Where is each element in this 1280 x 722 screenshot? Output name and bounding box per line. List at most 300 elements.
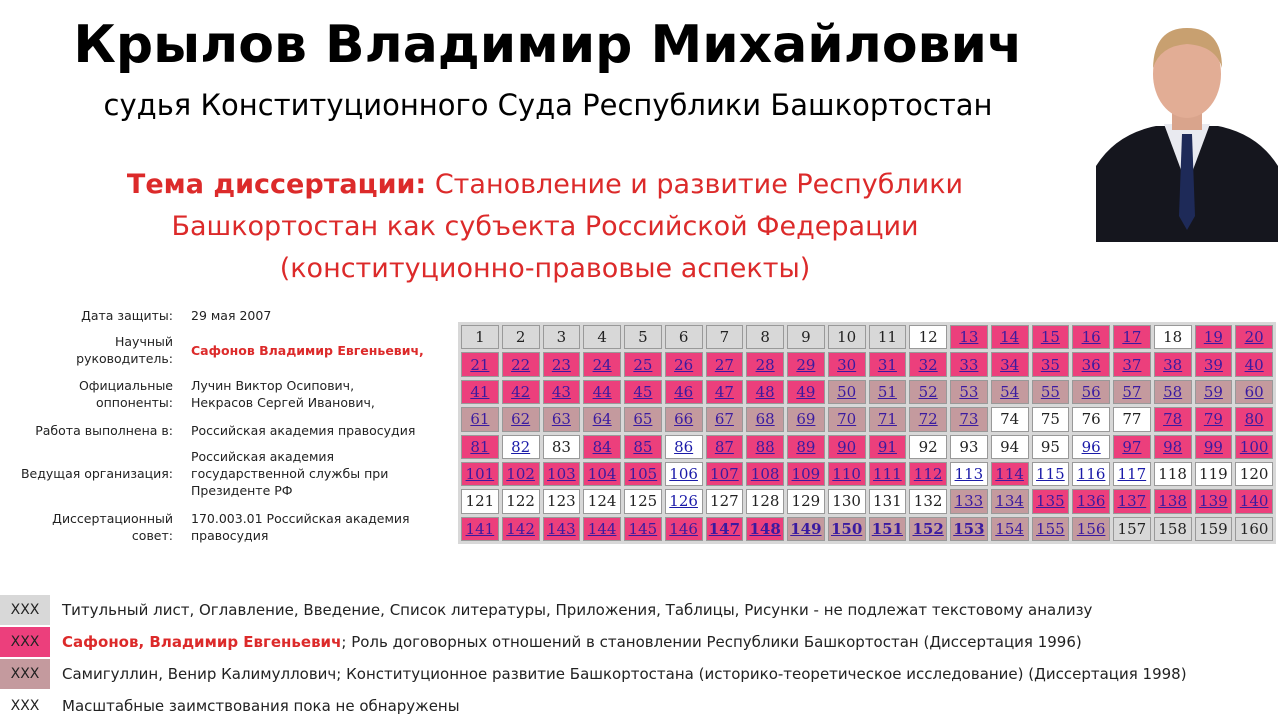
page-number[interactable]: 137 xyxy=(1117,492,1147,511)
page-number[interactable]: 71 xyxy=(877,410,897,429)
page-number[interactable]: 16 xyxy=(1081,328,1101,347)
opponent-2: Некрасов Сергей Иванович, xyxy=(191,395,375,410)
page-cell-112[interactable] xyxy=(909,462,947,486)
page-number[interactable]: 155 xyxy=(1036,519,1065,538)
page-number[interactable]: 144 xyxy=(587,519,617,538)
page-number[interactable]: 21 xyxy=(470,355,490,374)
page-number[interactable]: 102 xyxy=(506,465,535,484)
page-cell-149[interactable] xyxy=(787,517,825,541)
page-cell-33[interactable] xyxy=(950,352,988,376)
page-number[interactable]: 42 xyxy=(511,382,531,401)
page-grid xyxy=(458,322,1276,544)
page-cell-91[interactable] xyxy=(869,435,907,459)
page-cell-59[interactable] xyxy=(1195,380,1233,404)
page-cell-8 xyxy=(746,325,784,349)
page-cell-11 xyxy=(869,325,907,349)
page-cell-5 xyxy=(624,325,662,349)
page-cell-44[interactable] xyxy=(583,380,621,404)
page-cell-62[interactable] xyxy=(502,407,540,431)
page-number[interactable]: 28 xyxy=(755,355,775,374)
page-number[interactable]: 113 xyxy=(954,465,984,484)
page-number[interactable]: 99 xyxy=(1203,437,1223,456)
page-number[interactable]: 104 xyxy=(587,465,617,484)
page-number[interactable]: 81 xyxy=(470,437,490,456)
meta-row-defense xyxy=(8,300,441,330)
page-number[interactable]: 96 xyxy=(1081,437,1101,456)
page-cell-153[interactable] xyxy=(950,517,988,541)
page-number[interactable]: 62 xyxy=(511,410,531,429)
page-cell-32[interactable] xyxy=(909,352,947,376)
page-number[interactable]: 59 xyxy=(1203,382,1223,401)
page-number[interactable]: 31 xyxy=(877,355,897,374)
council-label-line-2: совет: xyxy=(131,528,173,543)
page-number[interactable]: 38 xyxy=(1163,355,1183,374)
page-cell-146[interactable] xyxy=(665,517,703,541)
page-number: 18 xyxy=(1163,328,1183,347)
page-cell-79[interactable] xyxy=(1195,407,1233,431)
page-cell-31[interactable] xyxy=(869,352,907,376)
page-number[interactable]: 149 xyxy=(790,519,822,538)
page-number[interactable]: 98 xyxy=(1163,437,1183,456)
page-cell-138[interactable] xyxy=(1154,489,1192,513)
legend-swatch-rose: XXX xyxy=(0,659,50,689)
page-number[interactable]: 88 xyxy=(755,437,775,456)
page-cell-10 xyxy=(828,325,866,349)
page-cell-20[interactable] xyxy=(1235,325,1273,349)
page-cell-89[interactable] xyxy=(787,435,825,459)
page-number[interactable]: 29 xyxy=(796,355,816,374)
page-cell-13[interactable] xyxy=(950,325,988,349)
page-number[interactable]: 41 xyxy=(470,382,490,401)
person-name: Крылов Владимир Михайлович xyxy=(73,15,1023,75)
page-cell-65[interactable] xyxy=(624,407,662,431)
page-number[interactable]: 61 xyxy=(470,410,490,429)
page-cell-80[interactable] xyxy=(1235,407,1273,431)
page-number[interactable]: 110 xyxy=(832,465,861,484)
page-cell-21[interactable] xyxy=(461,352,499,376)
page-cell-46[interactable] xyxy=(665,380,703,404)
page-cell-48[interactable] xyxy=(746,380,784,404)
page-number[interactable]: 87 xyxy=(714,437,734,456)
page-cell-81[interactable] xyxy=(461,435,499,459)
page-cell-27[interactable] xyxy=(706,352,744,376)
page-number[interactable]: 69 xyxy=(796,410,816,429)
page-cell-104[interactable] xyxy=(583,462,621,486)
page-cell-85[interactable] xyxy=(624,435,662,459)
page-cell-154[interactable] xyxy=(991,517,1029,541)
page-cell-116[interactable] xyxy=(1072,462,1110,486)
page-cell-113[interactable] xyxy=(950,462,988,486)
page-number[interactable]: 112 xyxy=(913,465,943,484)
page-cell-38[interactable] xyxy=(1154,352,1192,376)
page-number[interactable]: 57 xyxy=(1122,382,1142,401)
page-cell-71[interactable] xyxy=(869,407,907,431)
page-cell-14[interactable] xyxy=(991,325,1029,349)
page-number[interactable]: 15 xyxy=(1040,328,1060,347)
page-number: 3 xyxy=(556,328,567,347)
page-cell-92 xyxy=(909,435,947,459)
page-number[interactable]: 148 xyxy=(749,519,781,538)
page-number[interactable]: 19 xyxy=(1203,328,1223,347)
page-cell-117[interactable] xyxy=(1113,462,1151,486)
page-cell-115[interactable] xyxy=(1032,462,1070,486)
page-cell-40[interactable] xyxy=(1235,352,1273,376)
page-number[interactable]: 80 xyxy=(1244,410,1264,429)
page-number[interactable]: 58 xyxy=(1163,382,1183,401)
page-cell-53[interactable] xyxy=(950,380,988,404)
page-cell-137[interactable] xyxy=(1113,489,1151,513)
page-number[interactable]: 60 xyxy=(1244,382,1264,401)
page-number[interactable]: 68 xyxy=(755,410,775,429)
page-number[interactable]: 143 xyxy=(547,519,576,538)
page-cell-87[interactable] xyxy=(706,435,744,459)
page-cell-110[interactable] xyxy=(828,462,866,486)
page-number: 121 xyxy=(465,492,495,511)
page-cell-19[interactable] xyxy=(1195,325,1233,349)
legend-text-clean: Масштабные заимствования пока не обнаружены xyxy=(62,697,460,715)
page-cell-88[interactable] xyxy=(746,435,784,459)
page-number[interactable]: 49 xyxy=(796,382,816,401)
page-cell-56[interactable] xyxy=(1072,380,1110,404)
page-cell-134[interactable] xyxy=(991,489,1029,513)
page-cell-108[interactable] xyxy=(746,462,784,486)
page-number: 128 xyxy=(750,492,780,511)
page-cell-82[interactable] xyxy=(502,435,540,459)
page-cell-102[interactable] xyxy=(502,462,540,486)
page-number[interactable]: 79 xyxy=(1203,410,1223,429)
page-cell-47[interactable] xyxy=(706,380,744,404)
page-number[interactable]: 150 xyxy=(830,519,863,538)
page-number[interactable]: 126 xyxy=(669,492,698,511)
page-cell-114[interactable] xyxy=(991,462,1029,486)
page-number[interactable]: 111 xyxy=(873,465,902,484)
page-number[interactable]: 45 xyxy=(633,382,653,401)
page-number[interactable]: 138 xyxy=(1158,492,1187,511)
page-cell-159 xyxy=(1195,517,1233,541)
page-number[interactable]: 147 xyxy=(708,519,741,538)
page-cell-84[interactable] xyxy=(583,435,621,459)
page-cell-72[interactable] xyxy=(909,407,947,431)
page-number[interactable]: 27 xyxy=(714,355,734,374)
page-number[interactable]: 142 xyxy=(506,519,535,538)
page-cell-101[interactable] xyxy=(461,462,499,486)
page-cell-105[interactable] xyxy=(624,462,662,486)
page-number[interactable]: 116 xyxy=(1076,465,1106,484)
page-cell-45[interactable] xyxy=(624,380,662,404)
portrait-photo xyxy=(1096,16,1278,242)
page-cell-86[interactable] xyxy=(665,435,703,459)
page-cell-135[interactable] xyxy=(1032,489,1070,513)
page-number[interactable]: 39 xyxy=(1203,355,1223,374)
page-cell-144[interactable] xyxy=(583,517,621,541)
page-number[interactable]: 156 xyxy=(1076,519,1106,538)
page-cell-98[interactable] xyxy=(1154,435,1192,459)
page-cell-103[interactable] xyxy=(543,462,581,486)
page-number[interactable]: 67 xyxy=(714,410,734,429)
page-cell-145[interactable] xyxy=(624,517,662,541)
page-number[interactable]: 25 xyxy=(633,355,653,374)
page-number[interactable]: 106 xyxy=(669,465,698,484)
page-number[interactable]: 117 xyxy=(1117,465,1147,484)
page-cell-61[interactable] xyxy=(461,407,499,431)
page-cell-42[interactable] xyxy=(502,380,540,404)
page-number[interactable]: 63 xyxy=(551,410,571,429)
page-number[interactable]: 48 xyxy=(755,382,775,401)
page-cell-64[interactable] xyxy=(583,407,621,431)
page-number[interactable]: 64 xyxy=(592,410,612,429)
page-number[interactable]: 140 xyxy=(1239,492,1269,511)
page-number[interactable]: 55 xyxy=(1040,382,1060,401)
page-cell-51[interactable] xyxy=(869,380,907,404)
page-number[interactable]: 23 xyxy=(551,355,571,374)
page-number[interactable]: 145 xyxy=(628,519,658,538)
page-number[interactable]: 146 xyxy=(669,519,698,538)
page-cell-106[interactable] xyxy=(665,462,703,486)
page-cell-155[interactable] xyxy=(1032,517,1070,541)
page-number[interactable]: 97 xyxy=(1122,437,1142,456)
page-number[interactable]: 114 xyxy=(995,465,1024,484)
opponents-label-line-2: оппоненты: xyxy=(95,395,173,410)
page-cell-73[interactable] xyxy=(950,407,988,431)
page-cell-66[interactable] xyxy=(665,407,703,431)
page-number[interactable]: 108 xyxy=(750,465,780,484)
page-number: 130 xyxy=(832,492,861,511)
page-cell-52[interactable] xyxy=(909,380,947,404)
page-cell-156[interactable] xyxy=(1072,517,1110,541)
page-number[interactable]: 135 xyxy=(1036,492,1065,511)
page-cell-136[interactable] xyxy=(1072,489,1110,513)
page-cell-34[interactable] xyxy=(991,352,1029,376)
page-number[interactable]: 82 xyxy=(511,437,531,456)
page-number[interactable]: 40 xyxy=(1244,355,1264,374)
page-cell-141[interactable] xyxy=(461,517,499,541)
page-cell-118 xyxy=(1154,462,1192,486)
page-cell-107[interactable] xyxy=(706,462,744,486)
page-cell-28[interactable] xyxy=(746,352,784,376)
page-number[interactable]: 85 xyxy=(633,437,653,456)
page-cell-29[interactable] xyxy=(787,352,825,376)
page-number: 120 xyxy=(1239,465,1269,484)
page-number[interactable]: 50 xyxy=(837,382,857,401)
legend-row-safonov xyxy=(0,626,1280,658)
page-number[interactable]: 20 xyxy=(1244,328,1264,347)
page-number[interactable]: 17 xyxy=(1122,328,1142,347)
page-cell-58[interactable] xyxy=(1154,380,1192,404)
page-cell-142[interactable] xyxy=(502,517,540,541)
page-number[interactable]: 35 xyxy=(1040,355,1060,374)
page-number[interactable]: 153 xyxy=(953,519,985,538)
page-number[interactable]: 53 xyxy=(959,382,979,401)
page-cell-77 xyxy=(1113,407,1151,431)
page-number[interactable]: 33 xyxy=(959,355,979,374)
page-number[interactable]: 43 xyxy=(551,382,571,401)
page-cell-24[interactable] xyxy=(583,352,621,376)
page-number[interactable]: 73 xyxy=(959,410,979,429)
page-cell-111[interactable] xyxy=(869,462,907,486)
page-number[interactable]: 101 xyxy=(465,465,495,484)
page-number: 124 xyxy=(587,492,617,511)
page-number[interactable]: 151 xyxy=(871,519,904,538)
page-cell-78[interactable] xyxy=(1154,407,1192,431)
page-number[interactable]: 65 xyxy=(633,410,653,429)
page-number[interactable]: 14 xyxy=(1000,328,1020,347)
page-cell-160 xyxy=(1235,517,1273,541)
legend-row-samigullin xyxy=(0,658,1280,690)
page-cell-97[interactable] xyxy=(1113,435,1151,459)
page-cell-124 xyxy=(583,489,621,513)
page-cell-49[interactable] xyxy=(787,380,825,404)
page-cell-3 xyxy=(543,325,581,349)
page-cell-23[interactable] xyxy=(543,352,581,376)
page-number[interactable]: 47 xyxy=(714,382,734,401)
page-cell-26[interactable] xyxy=(665,352,703,376)
page-number[interactable]: 66 xyxy=(674,410,694,429)
page-number[interactable]: 134 xyxy=(995,492,1024,511)
page-number[interactable]: 154 xyxy=(995,519,1024,538)
page-cell-57[interactable] xyxy=(1113,380,1151,404)
page-cell-129 xyxy=(787,489,825,513)
page-number[interactable]: 152 xyxy=(912,519,944,538)
lead-org-line-2: государственной службы при xyxy=(191,465,389,481)
page-number: 9 xyxy=(801,328,811,347)
page-cell-147[interactable] xyxy=(706,517,744,541)
page-cell-99[interactable] xyxy=(1195,435,1233,459)
work-value: Российская академия правосудия xyxy=(191,422,416,438)
legend-swatch-grey: XXX xyxy=(0,595,50,625)
page-number[interactable]: 37 xyxy=(1122,355,1142,374)
page-cell-152[interactable] xyxy=(909,517,947,541)
page-grid-row xyxy=(461,489,1273,513)
page-cell-6 xyxy=(665,325,703,349)
legend xyxy=(0,594,1280,722)
page-number[interactable]: 34 xyxy=(1000,355,1020,374)
page-cell-60[interactable] xyxy=(1235,380,1273,404)
page-cell-37[interactable] xyxy=(1113,352,1151,376)
page-number[interactable]: 44 xyxy=(592,382,612,401)
page-number: 122 xyxy=(506,492,535,511)
page-number[interactable]: 54 xyxy=(1000,382,1020,401)
page-number[interactable]: 56 xyxy=(1081,382,1101,401)
page-number: 94 xyxy=(1000,437,1020,456)
page-number[interactable]: 100 xyxy=(1239,437,1269,456)
page-number[interactable]: 105 xyxy=(628,465,658,484)
page-number[interactable]: 72 xyxy=(918,410,938,429)
page-number[interactable]: 36 xyxy=(1081,355,1101,374)
page-cell-30[interactable] xyxy=(828,352,866,376)
page-cell-119 xyxy=(1195,462,1233,486)
page-cell-100[interactable] xyxy=(1235,435,1273,459)
legend-text-safonov xyxy=(62,633,1082,651)
page-cell-35[interactable] xyxy=(1032,352,1070,376)
page-cell-151[interactable] xyxy=(869,517,907,541)
page-number[interactable]: 115 xyxy=(1036,465,1065,484)
page-cell-4 xyxy=(583,325,621,349)
page-number: 159 xyxy=(1199,519,1228,538)
page-cell-148[interactable] xyxy=(746,517,784,541)
page-number: 129 xyxy=(791,492,821,511)
page-cell-17[interactable] xyxy=(1113,325,1151,349)
page-number[interactable]: 46 xyxy=(674,382,694,401)
page-cell-96[interactable] xyxy=(1072,435,1110,459)
page-cell-63[interactable] xyxy=(543,407,581,431)
lead-org-line-1: Российская академия xyxy=(191,448,335,464)
page-number[interactable]: 51 xyxy=(877,382,897,401)
legend-row-clean xyxy=(0,690,1280,722)
page-number[interactable]: 139 xyxy=(1199,492,1228,511)
page-cell-16[interactable] xyxy=(1072,325,1110,349)
page-number[interactable]: 52 xyxy=(918,382,938,401)
page-cell-90[interactable] xyxy=(828,435,866,459)
meta-row-opponents xyxy=(8,370,441,418)
page-number: 93 xyxy=(959,437,979,456)
page-number[interactable]: 90 xyxy=(837,437,857,456)
page-number[interactable]: 22 xyxy=(511,355,531,374)
page-number[interactable]: 78 xyxy=(1163,410,1183,429)
page-number[interactable]: 89 xyxy=(796,437,816,456)
page-cell-68[interactable] xyxy=(746,407,784,431)
page-number: 74 xyxy=(1000,410,1020,429)
page-cell-1 xyxy=(461,325,499,349)
page-cell-69[interactable] xyxy=(787,407,825,431)
page-cell-54[interactable] xyxy=(991,380,1029,404)
page-number: 118 xyxy=(1158,465,1187,484)
page-cell-150[interactable] xyxy=(828,517,866,541)
page-number[interactable]: 70 xyxy=(837,410,857,429)
page-number[interactable]: 136 xyxy=(1076,492,1106,511)
page-number: 157 xyxy=(1117,519,1147,538)
page-cell-15[interactable] xyxy=(1032,325,1070,349)
theme-line-1 xyxy=(40,164,1050,206)
page-cell-22[interactable] xyxy=(502,352,540,376)
page-cell-126[interactable] xyxy=(665,489,703,513)
page-number: 1 xyxy=(475,328,485,347)
page-number[interactable]: 24 xyxy=(592,355,612,374)
opponent-1: Лучин Виктор Осипович, xyxy=(191,378,355,393)
page-cell-25[interactable] xyxy=(624,352,662,376)
page-number[interactable]: 84 xyxy=(592,437,612,456)
page-number[interactable]: 107 xyxy=(710,465,739,484)
page-number[interactable]: 86 xyxy=(674,437,694,456)
page-cell-43[interactable] xyxy=(543,380,581,404)
page-number[interactable]: 141 xyxy=(465,519,495,538)
page-number[interactable]: 13 xyxy=(959,328,979,347)
page-cell-67[interactable] xyxy=(706,407,744,431)
page-number[interactable]: 30 xyxy=(837,355,857,374)
page-cell-39[interactable] xyxy=(1195,352,1233,376)
page-cell-41[interactable] xyxy=(461,380,499,404)
page-cell-133[interactable] xyxy=(950,489,988,513)
page-cell-143[interactable] xyxy=(543,517,581,541)
council-label-line-1: Диссертационный xyxy=(52,511,173,526)
page-cell-109[interactable] xyxy=(787,462,825,486)
page-number[interactable]: 109 xyxy=(791,465,821,484)
page-cell-139[interactable] xyxy=(1195,489,1233,513)
page-number[interactable]: 103 xyxy=(547,465,576,484)
page-number[interactable]: 91 xyxy=(877,437,897,456)
page-cell-140[interactable] xyxy=(1235,489,1273,513)
page-cell-36[interactable] xyxy=(1072,352,1110,376)
page-cell-70[interactable] xyxy=(828,407,866,431)
page-number: 132 xyxy=(913,492,943,511)
page-cell-55[interactable] xyxy=(1032,380,1070,404)
page-cell-132 xyxy=(909,489,947,513)
page-number[interactable]: 32 xyxy=(918,355,938,374)
theme-line-3: (конституционно-правовые аспекты) xyxy=(279,253,811,284)
page-number[interactable]: 26 xyxy=(674,355,694,374)
page-number[interactable]: 133 xyxy=(954,492,984,511)
page-cell-50[interactable] xyxy=(828,380,866,404)
dissertation-meta xyxy=(8,300,441,550)
